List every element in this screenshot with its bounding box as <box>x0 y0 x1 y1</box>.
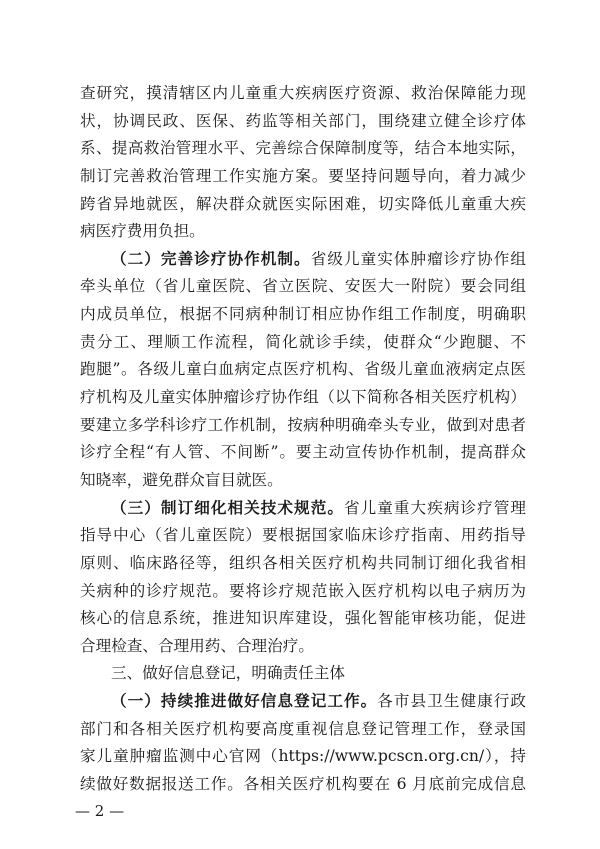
section-heading: （二）完善诊疗协作机制。 <box>111 249 311 268</box>
chapter-heading: 三、做好信息登记，明确责任主体 <box>111 664 345 683</box>
text-line: 续做好数据报送工作。各相关医疗机构要在 6 月底前完成信息 <box>80 775 526 794</box>
document-body <box>80 80 526 799</box>
text-line: 责分工、理顺工作流程，简化就诊手续，使群众“少跑腿、不 <box>80 332 526 351</box>
text-line: 关病种的诊疗规范。要将诊疗规范嵌入医疗机构以电子病历为 <box>80 581 526 600</box>
text-span: 省儿童重大疾病诊疗管理 <box>343 498 526 517</box>
text-line: 制订完善救治管理工作实施方案。要坚持问题导向，着力减少 <box>80 166 526 185</box>
text-line: 病医疗费用负担。 <box>80 222 205 241</box>
page-number: — 2 — <box>75 802 125 820</box>
text-line: 要建立多学科诊疗工作机制，按病种明确牵头专业，做到对患者 <box>80 415 526 434</box>
section-heading: （一）持续推进做好信息登记工作。 <box>111 692 378 711</box>
text-line: 诊疗全程“有人管、不间断”。要主动宣传协作机制，提高群众 <box>80 443 526 462</box>
text-line: 知晓率，避免群众盲目就医。 <box>80 470 283 489</box>
text-line: 牵头单位（省儿童医院、省立医院、安医大一附院）要会同组 <box>80 277 526 296</box>
text-span: 各市县卫生健康行政 <box>377 692 526 711</box>
text-line: 状，协调民政、医保、药监等相关部门，围绕建立健全诊疗体 <box>80 111 526 130</box>
text-line: 跑腿”。各级儿童白血病定点医疗机构、省级儿童血液病定点医 <box>80 360 526 379</box>
text-line: 家儿童肿瘤监测中心官网（https://www.pcscn.org.cn/），持 <box>80 747 526 766</box>
text-line: 指导中心（省儿童医院）要根据国家临床诊疗指南、用药指导 <box>80 526 526 545</box>
text-line: 原则、临床路径等，组织各相关医疗机构共同制订细化我省相 <box>80 553 526 572</box>
text-line: 部门和各相关医疗机构要高度重视信息登记管理工作，登录国 <box>80 719 526 738</box>
text-line: 系、提高救治管理水平、完善综合保障制度等，结合本地实际， <box>80 139 526 158</box>
section-heading: （三）制订细化相关技术规范。 <box>111 498 344 517</box>
paragraph-first-line <box>80 246 526 274</box>
text-line: 核心的信息系统，推进知识库建设，强化智能审核功能，促进 <box>80 609 526 628</box>
text-line: 跨省异地就医，解决群众就医实际困难，切实降低儿童重大疾 <box>80 194 526 213</box>
text-line: 合理检查、合理用药、合理治疗。 <box>80 636 314 655</box>
text-line: 内成员单位，根据不同病种制订相应协作组工作制度，明确职 <box>80 305 526 324</box>
paragraph-first-line <box>80 688 526 716</box>
text-span: 省级儿童实体肿瘤诊疗协作组 <box>310 249 526 268</box>
paragraph-first-line <box>80 495 526 523</box>
text-line: 疗机构及儿童实体肿瘤诊疗协作组（以下简称各相关医疗机构） <box>80 388 526 407</box>
text-line: 查研究，摸清辖区内儿童重大疾病医疗资源、救治保障能力现 <box>80 84 526 102</box>
